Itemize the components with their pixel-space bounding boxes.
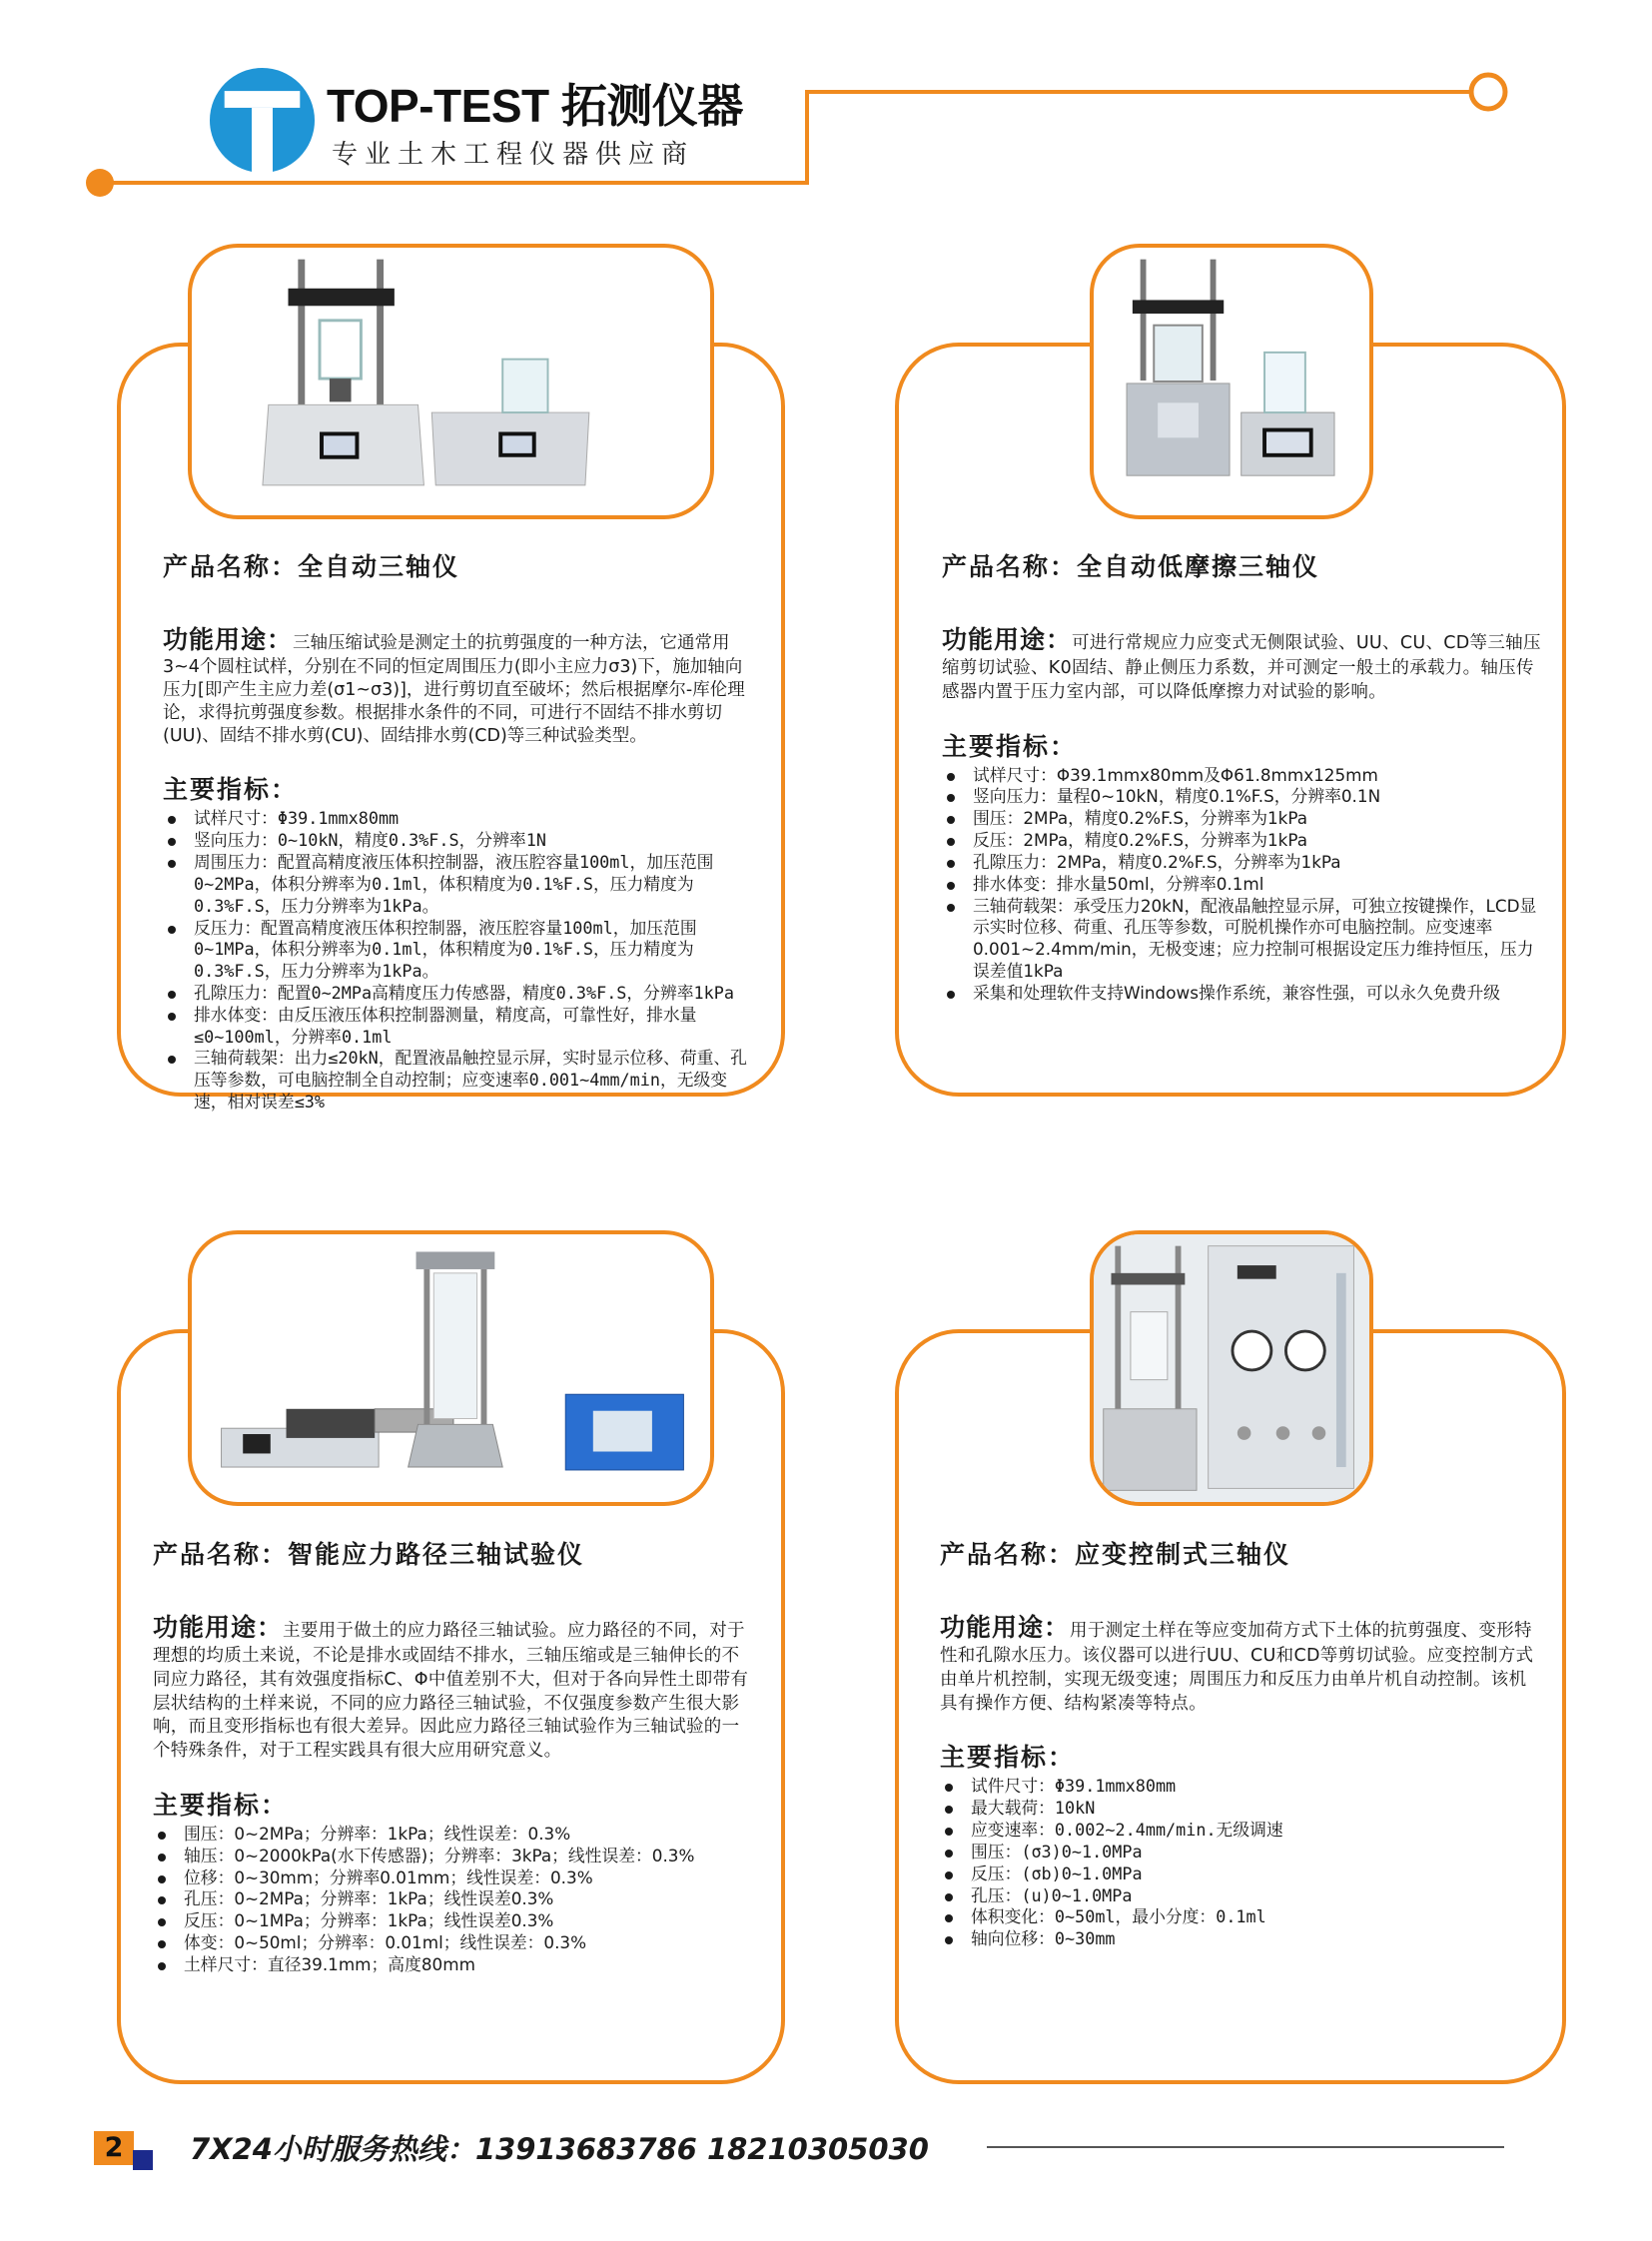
usage-label: 功能用途： — [940, 1613, 1071, 1642]
page-number: 2 — [94, 2131, 134, 2165]
product-photo-4 — [1090, 1230, 1373, 1506]
product-usage — [940, 1611, 1544, 1716]
product-info-4 — [940, 1535, 1544, 1950]
spec-item: 反压：2MPa，精度0.2%F.S，分辨率为1kPa — [942, 830, 1546, 852]
spec-item: 反压：0~1MPa；分辨率：1kPa；线性误差0.3% — [153, 1910, 757, 1932]
specs-label: 主要指标： — [940, 1743, 1076, 1773]
spec-item: 周围压力：配置高精度液压体积控制器，液压腔容量100ml，加压范围0~2MPa，体积分辨率为0.1ml，体积精度为0.1%F.S，压力精度为0.3%F.S，压力分辨率为1kPa。 — [163, 852, 757, 917]
usage-label: 功能用途： — [153, 1613, 284, 1642]
spec-item: 试样尺寸：Φ39.1mmx80mm — [163, 808, 757, 830]
product-photo-2 — [1090, 244, 1373, 519]
specs-list — [153, 1824, 757, 1976]
spec-item: 试样尺寸：Φ39.1mmx80mm及Φ61.8mmx125mm — [942, 765, 1546, 787]
specs-list — [163, 808, 757, 1114]
product-info-1 — [163, 547, 757, 1114]
usage-label: 功能用途： — [163, 625, 294, 654]
spec-item: 轴压：0~2000kPa(水下传感器)；分辨率：3kPa；线性误差：0.3% — [153, 1846, 757, 1868]
spec-item: 排水体变：排水量50ml，分辨率0.1ml — [942, 874, 1546, 896]
service-hotline: 7X24小时服务热线：13913683786 18210305030 — [190, 2132, 929, 2166]
brand-name: TOP-TEST 拓测仪器 — [327, 80, 743, 132]
spec-item: 体积变化：0~50ml，最小分度：0.1ml — [940, 1906, 1544, 1928]
product-name: 产品名称：全自动低摩擦三轴仪 — [942, 552, 1320, 581]
product-info-2 — [942, 547, 1546, 1005]
spec-item: 位移：0~30mm；分辨率0.01mm；线性误差：0.3% — [153, 1868, 757, 1889]
product-usage — [153, 1611, 757, 1764]
spec-item: 排水体变：由反压液压体积控制器测量，精度高，可靠性好，排水量≤0~100ml，分辨率0.1ml — [163, 1005, 757, 1049]
product-usage — [942, 623, 1546, 705]
brand-tagline: 专业土木工程仪器供应商 — [332, 140, 695, 170]
spec-item: 孔压：0~2MPa；分辨率：1kPa；线性误差0.3% — [153, 1888, 757, 1910]
usage-text: 主要用于做土的应力路径三轴试验。应力路径的不同，对于理想的均质土来说，不论是排水或固结不排水，三轴压缩或是三轴伸长的不同应力路径，其有效强度指标C、Φ中值差别不大，但对于各向异性土即带有层状结构的土样来说，不同的应力路径三轴试验，不仅强度参数产生很大影响，而且变形指标也有很大差异。因此应力路径三轴试验作为三轴试验的一个特殊条件，对于工程实践具有很大应用研究意义。 — [153, 1621, 749, 1762]
spec-item: 围压：2MPa，精度0.2%F.S，分辨率为1kPa — [942, 808, 1546, 830]
spec-item: 应变速率：0.002~2.4mm/min.无级调速 — [940, 1820, 1544, 1842]
spec-item: 采集和处理软件支持Windows操作系统，兼容性强，可以永久免费升级 — [942, 983, 1546, 1005]
usage-label: 功能用途： — [942, 625, 1073, 654]
spec-item: 竖向压力：0~10kN，精度0.3%F.S，分辨率1N — [163, 830, 757, 852]
spec-item: 最大载荷：10kN — [940, 1798, 1544, 1820]
product-name: 产品名称：全自动三轴仪 — [163, 552, 460, 581]
spec-item: 土样尺寸：直径39.1mm；高度80mm — [153, 1954, 757, 1976]
usage-text: 可进行常规应力应变式无侧限试验、UU、CU、CD等三轴压缩剪切试验、K0固结、静止侧压力系数，并可测定一般土的承载力。轴压传感器内置于压力室内部，可以降低摩擦力对试验的影响。 — [942, 633, 1541, 702]
product-name: 产品名称：智能应力路径三轴试验仪 — [153, 1540, 585, 1569]
spec-item: 孔压：(u)0~1.0MPa — [940, 1885, 1544, 1907]
product-photo-3 — [188, 1230, 714, 1506]
spec-item: 轴向位移：0~30mm — [940, 1928, 1544, 1950]
product-usage — [163, 623, 757, 748]
spec-item: 孔隙压力：配置0~2MPa高精度压力传感器，精度0.3%F.S，分辨率1kPa — [163, 983, 757, 1005]
usage-text: 三轴压缩试验是测定土的抗剪强度的一种方法，它通常用3~4个圆柱试样，分别在不同的恒定周围压力(即小主应力σ3)下，施加轴向压力[即产生主应力差(σ1~σ3)]，进行剪切直至破坏；然后根据摩尔-库伦理论，求得抗剪强度参数。根据排水条件的不同，可进行不固结不排水剪切(UU)、固结不排水剪(CU)、固结排水剪(CD)等三种试验类型。 — [163, 633, 745, 747]
footer-divider — [987, 2146, 1504, 2148]
page-number-square — [133, 2150, 153, 2170]
spec-item: 三轴荷载架：承受压力20kN，配液晶触控显示屏，可独立按键操作，LCD显示实时位移、荷重、孔压等参数，可脱机操作亦可电脑控制。应变速率0.001~2.4mm/min，无极变速；应力控制可根据设定压力维持恒压，压力误差值1kPa — [942, 896, 1546, 983]
specs-label: 主要指标： — [153, 1790, 289, 1820]
brand-logo-icon — [210, 68, 315, 173]
specs-label: 主要指标： — [942, 731, 1078, 761]
specs-list — [940, 1776, 1544, 1950]
spec-item: 试件尺寸：Φ39.1mmx80mm — [940, 1776, 1544, 1798]
spec-item: 围压：0~2MPa；分辨率：1kPa；线性误差：0.3% — [153, 1824, 757, 1846]
spec-item: 竖向压力：量程0~10kN，精度0.1%F.S，分辨率0.1N — [942, 786, 1546, 808]
product-name: 产品名称：应变控制式三轴仪 — [940, 1540, 1291, 1569]
usage-text: 用于测定土样在等应变加荷方式下土体的抗剪强度、变形特性和孔隙水压力。该仪器可以进行UU、CU和CD等剪切试验。应变控制方式由单片机控制，实现无级变速；周围压力和反压力由单片机自动控制。该机具有操作方便、结构紧凑等特点。 — [940, 1621, 1534, 1714]
spec-item: 三轴荷载架：出力≤20kN，配置液晶触控显示屏，实时显示位移、荷重、孔压等参数，可电脑控制全自动控制；应变速率0.001~4mm/min，无级变速，相对误差≤3% — [163, 1048, 757, 1113]
product-photo-1 — [188, 244, 714, 519]
product-info-3 — [153, 1535, 757, 1976]
specs-label: 主要指标： — [163, 775, 299, 805]
spec-item: 反压：(σb)0~1.0MPa — [940, 1864, 1544, 1885]
spec-item: 反压力：配置高精度液压体积控制器，液压腔容量100ml，加压范围0~1MPa，体积分辨率为0.1ml，体积精度为0.1%F.S，压力精度为0.3%F.S，压力分辨率为1kPa。 — [163, 918, 757, 983]
spec-item: 孔隙压力：2MPa，精度0.2%F.S，分辨率为1kPa — [942, 852, 1546, 874]
spec-item: 围压：(σ3)0~1.0MPa — [940, 1842, 1544, 1864]
spec-item: 体变：0~50ml；分辨率：0.01ml；线性误差：0.3% — [153, 1932, 757, 1954]
specs-list — [942, 765, 1546, 1005]
